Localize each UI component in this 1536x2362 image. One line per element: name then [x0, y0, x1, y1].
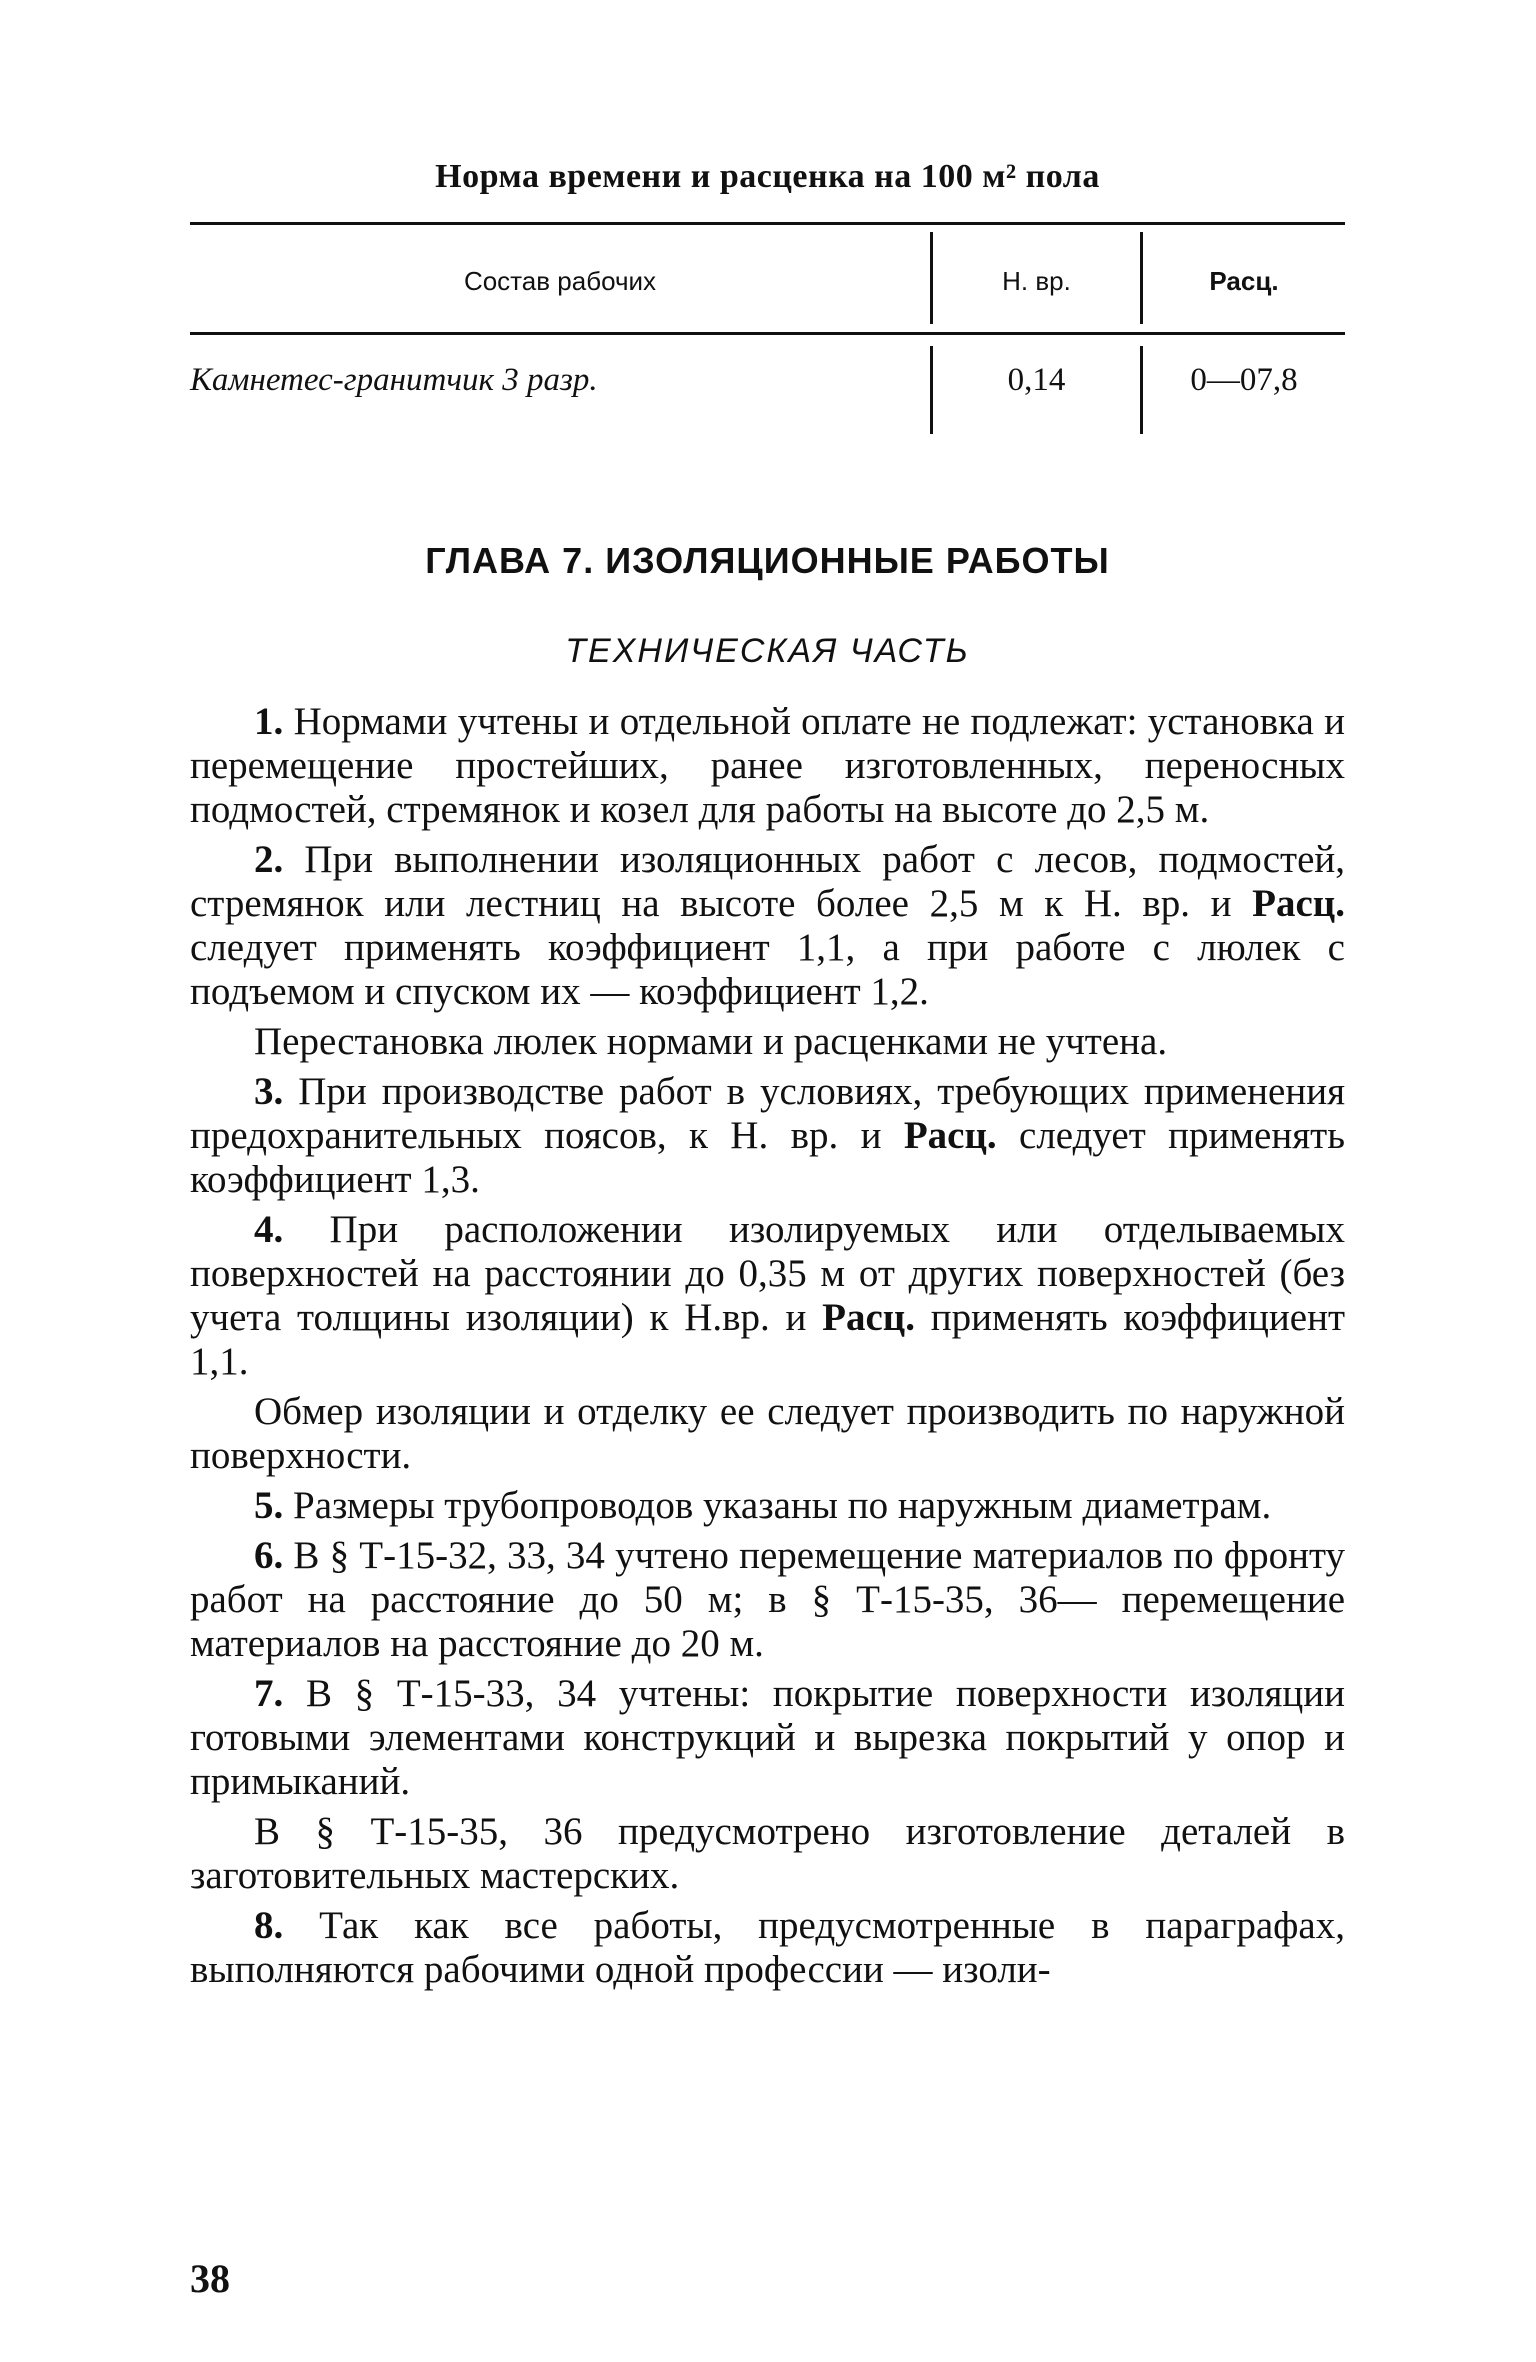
paragraph-text: В § Т-15-32, 33, 34 учтено перемещение материалов по фронту работ на расстояние до 50 м; в § Т-15-35, 36— перемещение материалов на расстояние до 20 м.	[190, 1534, 1345, 1665]
row-rate: 0—07,8	[1190, 362, 1298, 398]
header-rate: Расц.	[1209, 266, 1279, 296]
paragraph-text: Так как все работы, предусмотренные в параграфах, выполняются рабочими одной профессии — изоли-	[190, 1904, 1345, 1991]
paragraph-number: 2.	[254, 838, 284, 881]
paragraph-4	[190, 1208, 1345, 1384]
table-header-rule	[190, 332, 1345, 335]
row-worker: Камнетес-гранитчик 3 разр.	[190, 362, 598, 398]
paragraph-text: При расположении изолируемых или отделываемых поверхностей на расстоянии до 0,35 м от других поверхностей (без учета толщины изоляции) к Н.вр. и Расц. применять коэффициент 1,1.	[190, 1208, 1345, 1383]
header-workers: Состав рабочих	[463, 266, 657, 296]
page-number: 38	[190, 2256, 230, 2301]
paragraph-text: Нормами учтены и отдельной оплате не подлежат: установка и перемещение простейших, ранее изготовленных, переносных подмостей, стремянок и козел для работы на высоте до 2,5 м.	[190, 700, 1346, 831]
paragraph-number: 5.	[254, 1484, 284, 1527]
paragraph-text: Перестановка люлек нормами и расценками не учтена.	[254, 1020, 1168, 1063]
paragraph-3	[190, 1070, 1345, 1202]
table-caption: Норма времени и расценка на 100 м² пола	[435, 158, 1100, 195]
norm-table	[190, 222, 1345, 462]
paragraph-2	[190, 838, 1345, 1014]
paragraph-4-note	[190, 1390, 1345, 1478]
paragraph-text: При производстве работ в условиях, требующих применения предохранительных поясов, к Н. вр. и Расц. следует применять коэффициент 1,3.	[190, 1070, 1346, 1201]
paragraph-6	[190, 1534, 1345, 1666]
paragraph-2-note	[190, 1020, 1345, 1064]
paragraph-text: При выполнении изоляционных работ с лесов, подмостей, стремянок или лестниц на высоте более 2,5 м к Н. вр. и Расц. следует применять коэффициент 1,1, а при работе с люлек с подъемом и спуском их — коэффициент 1,2.	[190, 838, 1346, 1013]
paragraph-number: 8.	[254, 1904, 284, 1947]
chapter-title: ГЛАВА 7. ИЗОЛЯЦИОННЫЕ РАБОТЫ	[425, 540, 1110, 581]
paragraph-7-note	[190, 1810, 1345, 1898]
paragraph-8	[190, 1904, 1345, 1992]
table-top-rule	[190, 222, 1345, 225]
paragraph-number: 3.	[254, 1070, 284, 1113]
rate-abbreviation: Расц.	[822, 1296, 916, 1339]
paragraph-7	[190, 1672, 1345, 1804]
paragraph-1	[190, 700, 1345, 832]
paragraph-text: Размеры трубопроводов указаны по наружным диаметрам.	[293, 1484, 1272, 1527]
paragraph-number: 7.	[254, 1672, 284, 1715]
paragraph-text: В § Т-15-35, 36 предусмотрено изготовление деталей в заготовительных мастерских.	[190, 1810, 1345, 1897]
rate-abbreviation: Расц.	[1252, 882, 1345, 925]
rate-abbreviation: Расц.	[903, 1114, 997, 1157]
paragraph-text: В § Т-15-33, 34 учтены: покрытие поверхности изоляции готовыми элементами конструкций и вырезка покрытий у опор и примыканий.	[190, 1672, 1345, 1803]
paragraph-number: 1.	[254, 700, 284, 743]
paragraph-5	[190, 1484, 1345, 1528]
paragraph-number: 4.	[254, 1208, 284, 1251]
technical-part-text	[190, 700, 1345, 1998]
header-norm: Н. вр.	[1002, 266, 1071, 296]
paragraph-text: Обмер изоляции и отделку ее следует производить по наружной поверхности.	[190, 1390, 1345, 1477]
row-norm: 0,14	[1007, 362, 1066, 398]
paragraph-number: 6.	[254, 1534, 284, 1577]
chapter-subtitle: ТЕХНИЧЕСКАЯ ЧАСТЬ	[565, 632, 970, 670]
document-page	[190, 0, 1345, 2362]
